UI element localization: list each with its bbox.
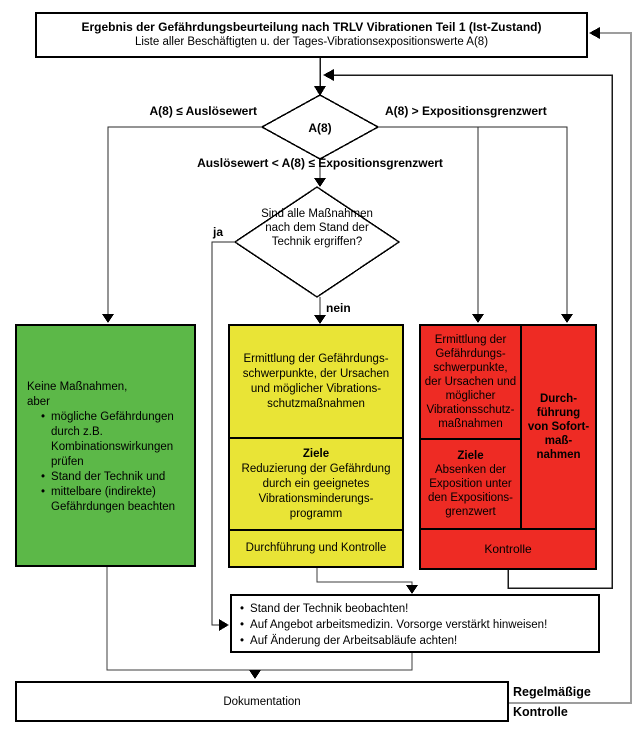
decision1-bottom-branch-label: Auslösewert < A(8) ≤ Expositionsgrenzwert (197, 156, 443, 170)
green-box-line1: Keine Maßnahmen, (27, 381, 128, 393)
red-box-control: Kontrolle (421, 528, 595, 568)
decision1-right-branch-label: A(8) > Expositionsgrenzwert (385, 104, 547, 118)
arrowhead-into-title-box (589, 27, 600, 39)
yellow-reduction-box (228, 324, 404, 568)
arrowhead-into-centerline (323, 69, 334, 81)
red-box-left-column (421, 326, 522, 528)
green-bullet-text: • mögliche Gefährdungen durch z.B. Kombinationswirkungen prüfen (51, 411, 174, 468)
green-bullet-text: • mittelbare (indirekte) Gefährdungen beachten (51, 486, 176, 513)
arrowhead-yellow-box-top (314, 315, 326, 324)
decision2-yes-label: ja (213, 225, 224, 239)
yellow-goal-text: Reduzierung der Gefährdung durch ein geeignetes Vibrationsminderungs-programm (241, 462, 391, 520)
title-box (35, 12, 588, 58)
green-box-bullet (27, 485, 188, 515)
title-line1: Ergebnis der Gefährdungsbeurteilung nach TRLV Vibrationen Teil 1 (Ist-Zustand) (81, 20, 542, 34)
arrowhead-decision2-top (314, 178, 326, 187)
followup-bullet-text: • Stand der Technik beobachten! (250, 603, 409, 615)
yellow-box-analysis: Ermittlung der Gefährdungs-schwerpunkte, der Ursachen und möglicher Vibrations-schutzmaßnahmen (242, 352, 390, 410)
followup-bullet (240, 617, 590, 633)
yellow-box-execution: Durchführung und Kontrolle (230, 529, 402, 566)
green-no-measures-box (15, 324, 196, 567)
followup-bullet (240, 601, 590, 617)
connector-followup-to-documentation (255, 653, 412, 672)
arrowhead-green-box-top (102, 314, 114, 323)
followup-bullet-text: • Auf Angebot arbeitsmedizin. Vorsorge verstärkt hinweisen! (250, 619, 548, 631)
decision2-no-label: nein (326, 301, 351, 315)
green-box-bullet (27, 410, 188, 470)
connector-yellow-to-followup (317, 568, 412, 589)
red-goal-title: Ziele (457, 450, 484, 462)
decision2-question: Sind alle Maßnahmen nach dem Stand der Technik ergriffen? (261, 208, 373, 248)
green-bullet-text: • Stand der Technik und (51, 471, 166, 483)
red-limit-exceeded-box (419, 324, 597, 570)
red-box-analysis: Ermittlung der Gefährdungs-schwerpunkte, der Ursachen und möglicher Vibrationsschutz-maßnahmen (421, 326, 520, 440)
arrowhead-followup-left (219, 619, 229, 631)
red-box-goals (421, 440, 520, 528)
followup-bullet-text: • Auf Änderung der Arbeitsabläufe achten! (250, 635, 458, 647)
yellow-goal-title: Ziele (302, 447, 330, 460)
followup-bullet (240, 633, 590, 649)
green-box-bullet (27, 470, 188, 485)
followup-actions-box (230, 594, 600, 653)
decision1-label: A(8) (308, 121, 332, 135)
documentation-box: Dokumentation (15, 681, 509, 722)
arrowhead-followup-top (406, 585, 418, 594)
green-box-line2: aber (27, 396, 51, 408)
arrowhead-documentation-top (249, 670, 261, 679)
decision1-left-branch-label: A(8) ≤ Auslösewert (149, 104, 257, 118)
red-goal-text: Absenken der Exposition unter den Expositions-grenzwert (427, 464, 514, 518)
red-box-upper-area (421, 326, 595, 528)
arrowhead-red-right-column (561, 314, 573, 323)
regular-check-label-line1: Regelmäßige (513, 685, 591, 699)
title-line2: Liste aller Beschäftigten u. der Tages-Vibrationsexpositionswerte A(8) (134, 36, 489, 48)
red-box-immediate-measures: Durch-führung von Sofort-maß-nahmen (527, 393, 590, 461)
arrowhead-red-left-column (472, 314, 484, 323)
yellow-box-goals (230, 437, 402, 529)
regular-check-label-line2: Kontrolle (513, 705, 568, 719)
